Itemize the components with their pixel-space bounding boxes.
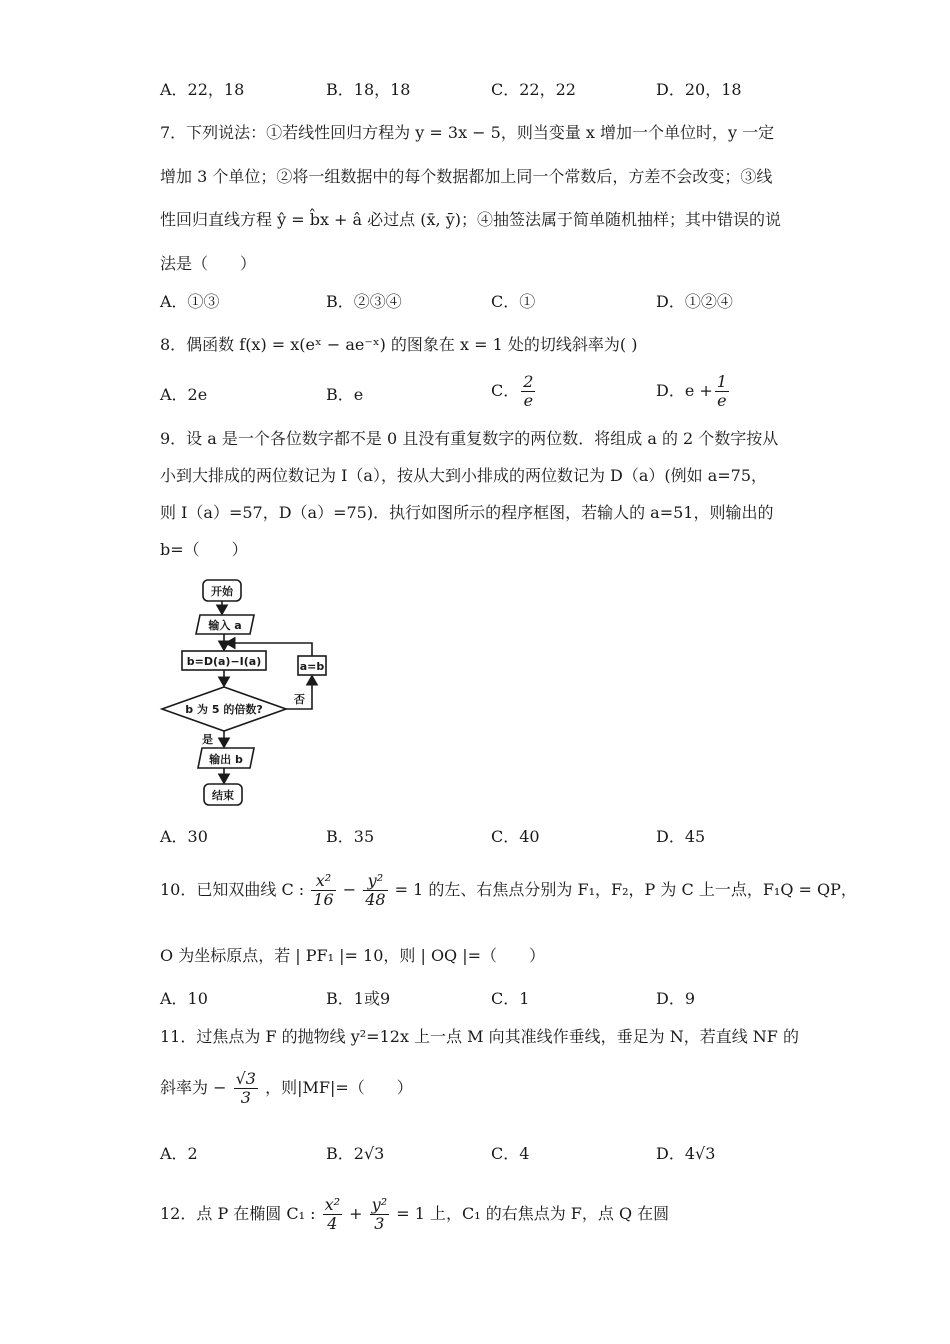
q9-flowchart: [158, 570, 338, 815]
q10-line-2: O 为坐标原点，若 | PF₁ |= 10，则 | OQ |=（ ）: [160, 946, 546, 965]
q10-option-d: D．9: [656, 989, 696, 1008]
q12-fraction-2: [370, 1196, 389, 1233]
q10-frac1-den: 16: [313, 890, 334, 909]
q8-option-d-label: D．e +: [656, 381, 713, 400]
q8-option-a: A．2e: [160, 385, 208, 404]
q8-option-d-fraction: [715, 373, 729, 410]
flow-no-label: 否: [294, 693, 305, 706]
q6-option-d: D．20，18: [656, 80, 742, 99]
q10-minus: −: [342, 880, 357, 899]
q12-fraction-1: [323, 1196, 342, 1233]
q10-frac1-num: x²: [311, 872, 335, 891]
q10-frac2-num: y²: [363, 872, 387, 891]
q9-line-1: 9．设 a 是一个各位数字都不是 0 且没有重复数字的两位数．将组成 a 的 2 个数字按从: [160, 429, 779, 448]
q9-option-b: B．35: [326, 827, 375, 846]
q11-line-1: 11．过焦点为 F 的抛物线 y²=12x 上一点 M 向其准线作垂线，垂足为 N，若直线 NF 的: [160, 1027, 799, 1046]
q9-line-4: b=（ ）: [160, 540, 248, 559]
q11-options: [160, 1142, 800, 1166]
q7-option-c: C．①: [491, 292, 536, 311]
q12-stem-prefix: 12．点 P 在椭圆 C₁ :: [160, 1204, 316, 1223]
q7-line-3: 性回归直线方程 ŷ = b̂x + â 必过点 (x̄, ȳ)；④抽签法属于简单随机抽样；其中错误的说: [160, 210, 781, 229]
q11-frac-num: √3: [235, 1069, 256, 1088]
q10-options: [160, 987, 800, 1011]
q8-option-c-label: C．: [491, 381, 520, 400]
q7-option-d: D．①②④: [656, 292, 733, 311]
q6-option-c: C．22，22: [491, 80, 576, 99]
flow-input-label: 输入 a: [208, 619, 242, 632]
q11-line-2: [160, 1070, 413, 1107]
flow-assign-label: a=b: [299, 660, 325, 673]
q10-stem-prefix: 10．已知双曲线 C :: [160, 880, 305, 899]
q12-frac1-den: 4: [327, 1214, 338, 1233]
q11-fraction: [234, 1070, 258, 1107]
flow-yes-label: 是: [202, 733, 213, 746]
q12-frac1-num: x²: [324, 1195, 341, 1214]
flow-output-label: 输出 b: [209, 753, 243, 766]
q11-option-b: B．2√3: [326, 1144, 385, 1163]
q6-option-a: A．22，18: [160, 80, 245, 99]
q11-option-a: A．2: [160, 1144, 198, 1163]
q7-line-2: 增加 3 个单位；②将一组数据中的每个数据都加上同一个常数后，方差不会改变；③线: [160, 167, 773, 186]
q10-fraction-2: [363, 872, 387, 909]
q8-option-c-fraction: [521, 373, 535, 410]
q8-option-c-den: e: [523, 391, 534, 410]
q10-option-b: B．1或9: [326, 989, 391, 1008]
q11-line-2-suffix: ，则|MF|=（ ）: [265, 1078, 413, 1097]
q8-stem: 8．偶函数 f(x) = x(eˣ − ae⁻ˣ) 的图象在 x = 1 处的切线斜率为( ): [160, 335, 638, 354]
q6-option-b: B．18，18: [326, 80, 411, 99]
q11-line-2-prefix: 斜率为 −: [160, 1078, 227, 1097]
q10-option-c: C．1: [491, 989, 530, 1008]
q12-stem-suffix: = 1 上，C₁ 的右焦点为 F，点 Q 在圆: [396, 1204, 670, 1223]
q9-option-d: D．45: [656, 827, 706, 846]
q6-options: [160, 78, 800, 102]
flow-start-label: 开始: [211, 585, 233, 598]
q8-option-d: [656, 373, 731, 410]
q12-stem: [160, 1196, 669, 1233]
q10-stem-suffix: = 1 的左、右焦点分别为 F₁，F₂，P 为 C 上一点，F₁Q = QP，: [394, 880, 857, 899]
q7-option-b: B．②③④: [326, 292, 402, 311]
q7-line-1: 7．下列说法：①若线性回归方程为 y = 3x − 5，则当变量 x 增加一个单位时，y 一定: [160, 123, 775, 142]
q8-option-b: B．e: [326, 385, 364, 404]
q11-option-c: C．4: [491, 1144, 530, 1163]
q11-frac-den: 3: [240, 1088, 251, 1107]
q7-line-4: 法是（ ）: [160, 254, 257, 273]
q8-option-c-num: 2: [523, 372, 534, 391]
q12-frac2-den: 3: [374, 1214, 385, 1233]
q9-line-3: 则 I（a）=57，D（a）=75)．执行如图所示的程序框图，若输人的 a=51，则输出的: [160, 503, 774, 522]
q8-option-d-den: e: [717, 391, 727, 410]
q10-option-a: A．10: [160, 989, 208, 1008]
flow-decision-label: b 为 5 的倍数?: [185, 703, 263, 716]
q9-options: [160, 825, 800, 849]
q9-option-c: C．40: [491, 827, 540, 846]
q8-option-c: [491, 373, 537, 410]
q8-option-d-num: 1: [716, 372, 727, 391]
flow-process-label: b=D(a)−I(a): [186, 655, 262, 668]
q11-option-d: D．4√3: [656, 1144, 716, 1163]
q10-stem: [160, 872, 857, 909]
q7-options: [160, 290, 800, 314]
q8-options: [160, 372, 800, 410]
flow-end-label: 结束: [212, 789, 234, 802]
q7-option-a: A．①③: [160, 292, 220, 311]
q9-line-2: 小到大排成的两位数记为 I（a），按从大到小排成的两位数记为 D（a）(例如 a=75，: [160, 466, 768, 485]
q10-frac2-den: 48: [365, 890, 386, 909]
q12-plus: +: [349, 1204, 363, 1223]
q12-frac2-num: y²: [371, 1195, 388, 1214]
q10-fraction-1: [311, 872, 335, 909]
q9-option-a: A．30: [160, 827, 208, 846]
